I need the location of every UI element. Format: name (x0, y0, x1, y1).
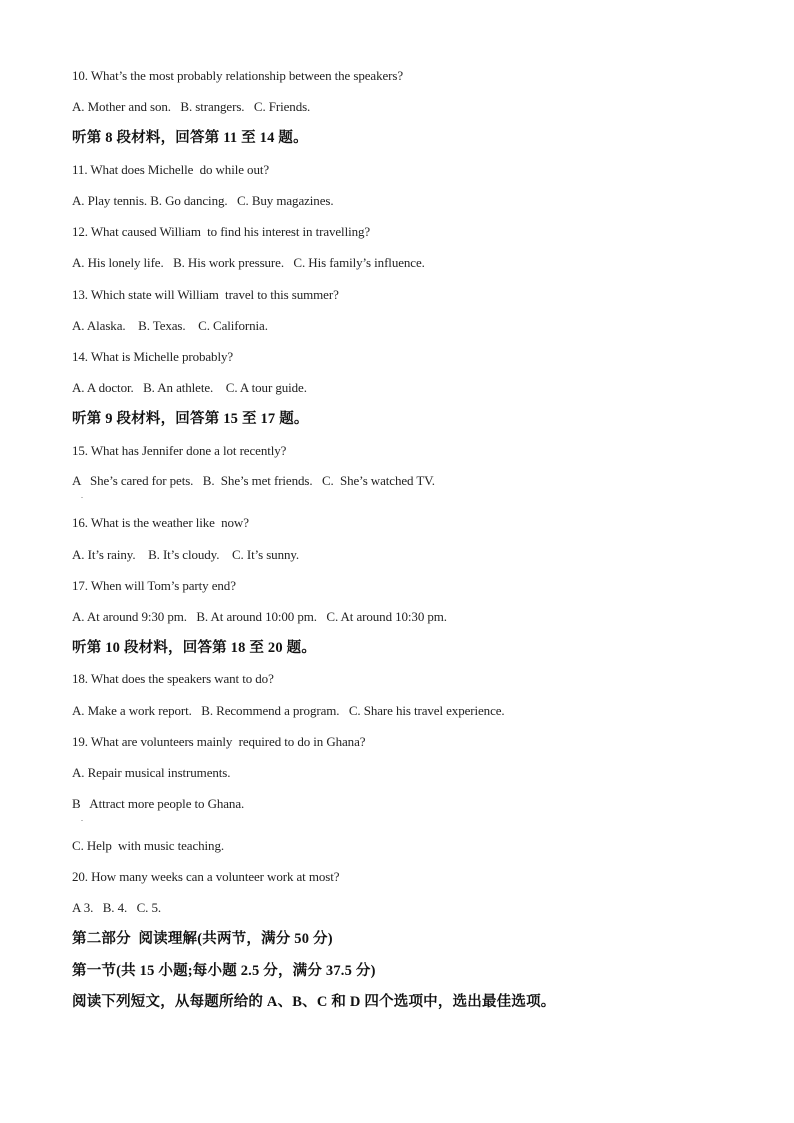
options-14: A. A doctor. B. An athlete. C. A tour guide. (72, 380, 307, 395)
question-16: 16. What is the weather like now? (72, 515, 249, 530)
question-10: 10. What’s the most probably relationship between the speakers? (72, 68, 404, 83)
options-11: A. Play tennis. B. Go dancing. C. Buy magazines. (72, 193, 334, 208)
stray-dot-15: . (81, 491, 83, 500)
section-one-heading: 第一节(共 15 小题;每小题 2.5 分，满分 37.5 分) (72, 963, 376, 979)
question-20: 20. How many weeks can a volunteer work at most? (72, 869, 340, 884)
question-18: 18. What does the speakers want to do? (72, 671, 274, 686)
options-16: A. It’s rainy. B. It’s cloudy. C. It’s sunny. (72, 547, 300, 562)
options-18: A. Make a work report. B. Recommend a program. C. Share his travel experience. (72, 703, 505, 718)
part-two-heading: 第二部分 阅读理解(共两节，满分 50 分) (72, 931, 333, 947)
options-13: A. Alaska. B. Texas. C. California. (72, 318, 268, 333)
options-15: A She’s cared for pets. B. She’s met friends. C. She’s watched TV. (72, 473, 435, 488)
question-19: 19. What are volunteers mainly required to do in Ghana? (72, 734, 366, 749)
section-heading-8: 听第 8 段材料，回答第 11 至 14 题。 (72, 130, 308, 146)
question-15: 15. What has Jennifer done a lot recently? (72, 443, 287, 458)
option-19c: C. Help with music teaching. (72, 838, 224, 853)
question-17: 17. When will Tom’s party end? (72, 578, 236, 593)
question-13: 13. Which state will William travel to this summer? (72, 287, 339, 302)
options-10: A. Mother and son. B. strangers. C. Friends. (72, 99, 311, 114)
options-12: A. His lonely life. B. His work pressure. C. His family’s influence. (72, 255, 425, 270)
option-19a: A. Repair musical instruments. (72, 765, 231, 780)
question-12: 12. What caused William to find his interest in travelling? (72, 224, 371, 239)
reading-instructions: 阅读下列短文，从每题所给的 A、B、C 和 D 四个选项中，选出最佳选项。 (72, 994, 556, 1010)
options-20: A 3. B. 4. C. 5. (72, 900, 162, 915)
options-17: A. At around 9:30 pm. B. At around 10:00 pm. C. At around 10:30 pm. (72, 609, 447, 624)
section-heading-10: 听第 10 段材料，回答第 18 至 20 题。 (72, 640, 317, 656)
stray-dot-19: . (81, 814, 83, 823)
option-19b: B Attract more people to Ghana. (72, 796, 245, 811)
section-heading-9: 听第 9 段材料，回答第 15 至 17 题。 (72, 411, 309, 427)
question-11: 11. What does Michelle do while out? (72, 162, 270, 177)
question-14: 14. What is Michelle probably? (72, 349, 234, 364)
